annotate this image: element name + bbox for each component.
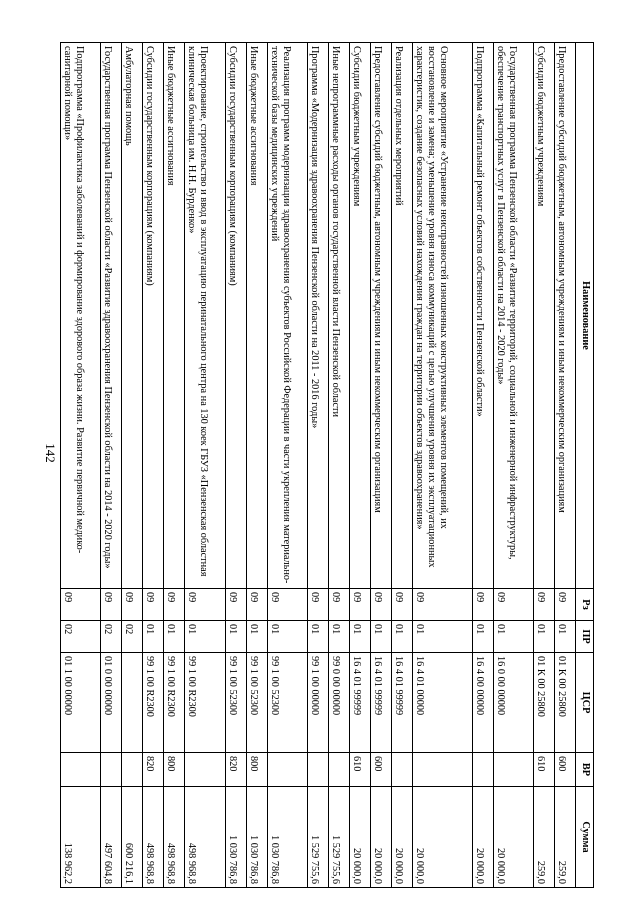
row-sum: 1 529 755,6 xyxy=(308,787,329,888)
table-row xyxy=(185,43,225,888)
header-pr: ПР xyxy=(576,621,594,653)
row-pr: 01 xyxy=(350,621,371,653)
row-vr xyxy=(391,753,412,787)
row-name: Субсидии бюджетным учреждениям xyxy=(350,43,371,589)
row-vr: 800 xyxy=(246,753,267,787)
row-vr xyxy=(493,753,533,787)
row-pr: 01 xyxy=(164,621,185,653)
table-row xyxy=(350,43,371,888)
table-row xyxy=(534,43,555,888)
row-name: Программа «Модернизация здравоохранения Пензенской области на 2011 - 2016 годы» xyxy=(308,43,329,589)
row-sum: 20 000,0 xyxy=(350,787,371,888)
row-sum: 600 216,1 xyxy=(122,787,143,888)
row-sum: 1 529 755,6 xyxy=(329,787,350,888)
row-vr: 600 xyxy=(370,753,391,787)
row-name: Субсидии государственным корпорациям (компаниям) xyxy=(143,43,164,589)
row-name: Субсидии государственным корпорациям (компаниям) xyxy=(225,43,246,589)
table-row xyxy=(472,43,493,888)
row-sum: 498 968,8 xyxy=(164,787,185,888)
row-name: Предоставление субсидий бюджетным, автономным учреждениям и иным некоммерческим организациям xyxy=(555,43,576,589)
row-csr: 99 1 00 R2300 xyxy=(164,653,185,753)
row-rz: 09 xyxy=(246,589,267,621)
row-vr xyxy=(185,753,225,787)
page-number: 142 xyxy=(42,443,58,463)
row-rz: 09 xyxy=(225,589,246,621)
row-name: Государственная программа Пензенской области «Развитие территорий, социальной и инженерной инфраструктуры, обеспечение транспортных услуг в Пензенской области на 2014 - 2020 годы» xyxy=(493,43,533,589)
row-rz: 09 xyxy=(308,589,329,621)
row-vr xyxy=(329,753,350,787)
row-sum: 20 000,0 xyxy=(391,787,412,888)
row-pr: 01 xyxy=(267,621,307,653)
row-csr: 16 4 01 99999 xyxy=(350,653,371,753)
row-name: Подпрограмма «Профилактика заболеваний и формирование здорового образа жизни. Развитие первичной медико-санитарной помощи» xyxy=(61,43,101,589)
row-pr: 01 xyxy=(391,621,412,653)
row-pr: 01 xyxy=(472,621,493,653)
row-rz: 09 xyxy=(122,589,143,621)
row-sum: 497 604,8 xyxy=(101,787,122,888)
row-csr: 16 4 01 99999 xyxy=(391,653,412,753)
row-rz: 09 xyxy=(61,589,101,621)
table-row xyxy=(101,43,122,888)
table-row xyxy=(164,43,185,888)
table-row xyxy=(122,43,143,888)
row-csr: 99 1 00 52300 xyxy=(267,653,307,753)
row-vr xyxy=(308,753,329,787)
row-sum: 138 962,2 xyxy=(61,787,101,888)
row-pr: 01 xyxy=(308,621,329,653)
budget-table xyxy=(60,42,594,888)
table-row xyxy=(61,43,101,888)
row-sum: 1 030 786,8 xyxy=(246,787,267,888)
row-csr: 16 0 00 00000 xyxy=(493,653,533,753)
table-row xyxy=(391,43,412,888)
row-pr: 01 xyxy=(246,621,267,653)
row-vr: 600 xyxy=(555,753,576,787)
row-sum: 259,0 xyxy=(555,787,576,888)
row-rz: 09 xyxy=(472,589,493,621)
row-name: Подпрограмма «Капитальный ремонт объектов собственности Пензенской области» xyxy=(472,43,493,589)
row-vr xyxy=(412,753,472,787)
row-csr: 16 4 01 00000 xyxy=(412,653,472,753)
row-pr: 01 xyxy=(225,621,246,653)
row-rz: 09 xyxy=(143,589,164,621)
row-pr: 01 xyxy=(185,621,225,653)
row-vr xyxy=(122,753,143,787)
row-csr: 16 4 01 99999 xyxy=(370,653,391,753)
row-name: Реализация отдельных мероприятий xyxy=(391,43,412,589)
table-row xyxy=(329,43,350,888)
table-row xyxy=(225,43,246,888)
row-csr: 01 0 00 00000 xyxy=(101,653,122,753)
header-csr: ЦСР xyxy=(576,653,594,753)
row-vr: 820 xyxy=(143,753,164,787)
header-rz: Рз xyxy=(576,589,594,621)
row-pr: 02 xyxy=(61,621,101,653)
table-row xyxy=(143,43,164,888)
table-row xyxy=(555,43,576,888)
row-csr: 01 К 00 25800 xyxy=(555,653,576,753)
row-csr: 99 1 00 52300 xyxy=(225,653,246,753)
row-rz: 09 xyxy=(391,589,412,621)
row-sum: 1 030 786,8 xyxy=(267,787,307,888)
row-sum: 1 030 786,8 xyxy=(225,787,246,888)
row-vr xyxy=(61,753,101,787)
row-pr: 01 xyxy=(534,621,555,653)
row-rz: 09 xyxy=(329,589,350,621)
row-csr: 16 4 00 00000 xyxy=(472,653,493,753)
row-pr: 01 xyxy=(555,621,576,653)
row-rz: 09 xyxy=(412,589,472,621)
row-pr: 01 xyxy=(412,621,472,653)
row-pr: 01 xyxy=(370,621,391,653)
table-row xyxy=(493,43,533,888)
row-csr: 99 1 00 52300 xyxy=(246,653,267,753)
table-row xyxy=(267,43,307,888)
row-rz: 09 xyxy=(164,589,185,621)
row-csr: 99 1 00 00000 xyxy=(308,653,329,753)
row-sum: 20 000,0 xyxy=(370,787,391,888)
row-vr xyxy=(267,753,307,787)
header-name: Наименование xyxy=(576,43,594,589)
row-csr: 99 1 00 R2300 xyxy=(185,653,225,753)
row-csr: 99 1 00 R2300 xyxy=(143,653,164,753)
row-name: Реализация программ модернизации здравоохранения субъектов Российской Федерации в части укрепления материально-технической базы медицинских учреждений xyxy=(267,43,307,589)
row-rz: 09 xyxy=(185,589,225,621)
row-vr: 820 xyxy=(225,753,246,787)
row-csr xyxy=(122,653,143,753)
row-vr xyxy=(472,753,493,787)
table-row xyxy=(412,43,472,888)
row-sum: 20 000,0 xyxy=(493,787,533,888)
row-sum: 259,0 xyxy=(534,787,555,888)
row-pr: 01 xyxy=(329,621,350,653)
row-vr: 800 xyxy=(164,753,185,787)
table-row xyxy=(308,43,329,888)
row-sum: 498 968,8 xyxy=(185,787,225,888)
row-name: Государственная программа Пензенской области «Развитие здравоохранения Пензенской области на 2014 - 2020 годы» xyxy=(101,43,122,589)
row-csr: 01 К 00 25800 xyxy=(534,653,555,753)
row-csr: 01 1 00 00000 xyxy=(61,653,101,753)
row-name: Предоставление субсидий бюджетным, автономным учреждениям и иным некоммерческим организациям xyxy=(370,43,391,589)
row-rz: 09 xyxy=(534,589,555,621)
table-row xyxy=(370,43,391,888)
row-sum: 20 000,0 xyxy=(472,787,493,888)
row-vr: 610 xyxy=(534,753,555,787)
row-rz: 09 xyxy=(267,589,307,621)
row-name: Иные бюджетные ассигнования xyxy=(164,43,185,589)
row-vr xyxy=(101,753,122,787)
row-rz: 09 xyxy=(101,589,122,621)
row-name: Субсидии бюджетным учреждениям xyxy=(534,43,555,589)
row-pr: 02 xyxy=(122,621,143,653)
row-rz: 09 xyxy=(555,589,576,621)
table-header-row xyxy=(576,43,594,888)
row-rz: 09 xyxy=(350,589,371,621)
row-pr: 01 xyxy=(143,621,164,653)
row-pr: 02 xyxy=(101,621,122,653)
row-name: Амбулаторная помощь xyxy=(122,43,143,589)
row-pr: 01 xyxy=(493,621,533,653)
header-vr: ВР xyxy=(576,753,594,787)
row-name: Иные непрограммные расходы органов государственной власти Пензенской области xyxy=(329,43,350,589)
row-name: Проектирование, строительство и ввод в эксплуатацию перинатального центра на 130 коек ГБУЗ «Пензенская областная клиническая больница им. Н.Н. Бурденко» xyxy=(185,43,225,589)
row-name: Иные бюджетные ассигнования xyxy=(246,43,267,589)
row-rz: 09 xyxy=(493,589,533,621)
row-name: Основное мероприятие «Устранение неисправностей изношенных конструктивных элементов помещений, их восстановление и замена; уменьшение уровня износа коммуникаций с целью улучшения уровня их эксплуатационных характеристик, создание безопасных условий нахождения граждан на территории объектов здравоохранения» xyxy=(412,43,472,589)
row-sum: 498 968,8 xyxy=(143,787,164,888)
row-vr: 610 xyxy=(350,753,371,787)
budget-table-container xyxy=(60,42,594,887)
row-csr: 99 0 00 00000 xyxy=(329,653,350,753)
row-rz: 09 xyxy=(370,589,391,621)
table-row xyxy=(246,43,267,888)
row-sum: 20 000,0 xyxy=(412,787,472,888)
header-sum: Сумма xyxy=(576,787,594,888)
